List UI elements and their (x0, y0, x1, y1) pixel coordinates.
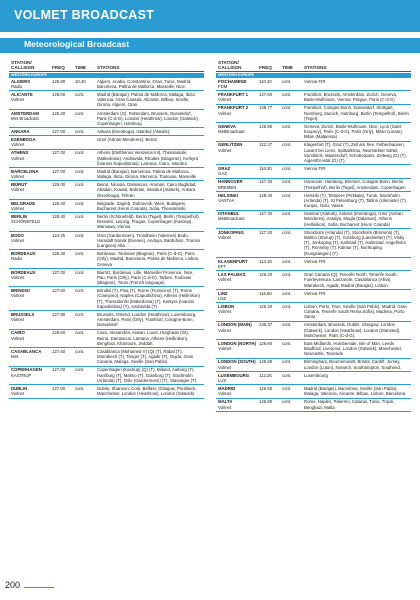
time-cell: cont. (282, 192, 292, 198)
station-cell (9, 169, 52, 180)
table-row (216, 322, 411, 341)
station-name: ESENBOGA (11, 137, 36, 143)
station-name: ATHENS (11, 150, 29, 156)
frequency-cell: 135.77 (259, 105, 273, 111)
station-cell (216, 92, 259, 103)
time-cell: cont. (282, 179, 292, 185)
time-cell: cont. (75, 200, 85, 206)
frequency-cell: 127.00 (52, 150, 66, 156)
stations-cell: Biarritz, Bordeaux, Lille, Marseille/ Provence, Nice, Pau, Paris (Orly), Paris (C-d-G), Tarbes, Toulouse (Blagnac), Tours (French language) (97, 269, 194, 286)
time-cell: cont. (75, 348, 85, 354)
stations-cell: Berlin (Schönefeld), Berlin (Tegel), Berlin (Tempelhof), Dresden, Leipzig, Prague, Copenhagen (Kastrup), Warsawa, Vienna (97, 213, 200, 230)
header-time: TIME (282, 65, 293, 70)
station-callsign: VANTAA (218, 197, 235, 203)
station-name: LINZ (218, 290, 228, 296)
table-row (9, 367, 204, 386)
station-cell (216, 291, 259, 302)
station-callsign: MetBroadcast (218, 129, 245, 135)
table-row (9, 213, 204, 232)
frequency-cell: 127.00 (52, 129, 66, 135)
station-name: MADRID (218, 386, 236, 391)
frequency-cell: 135.37 (259, 322, 273, 328)
station-cell (9, 233, 52, 249)
table-row (9, 348, 204, 367)
section-title: Meteorological Broadcast (24, 39, 130, 49)
station-cell (216, 179, 259, 190)
station-cell (9, 92, 52, 108)
time-cell: cont. (75, 269, 85, 275)
frequency-cell: 126.60 (259, 340, 273, 346)
station-name: BRINDISI (11, 288, 30, 294)
station-callsign: Volmet (11, 155, 25, 161)
time-cell: cont. (75, 311, 85, 317)
stations-cell: Izmir (Adnan Menderes), Beirut (97, 137, 157, 143)
frequency-cell: 116.20 (259, 166, 272, 172)
page-rule (24, 587, 54, 588)
time-cell: cont. (75, 129, 85, 135)
station-cell (216, 373, 259, 384)
time-cell: cont. (282, 340, 292, 346)
table-row (9, 78, 204, 91)
station-callsign: GAZ (218, 171, 227, 177)
station-cell (216, 304, 259, 320)
time-cell: cont. (282, 322, 292, 328)
frequency-cell: 127.60 (52, 348, 66, 354)
table-row (216, 385, 411, 398)
station-callsign: Volmet (218, 147, 232, 153)
frequency-cell: 126.60 (259, 386, 273, 391)
frequency-cell: 113.10 (259, 258, 272, 264)
station-name: BORDEAUX (11, 251, 36, 257)
station-callsign: Volmet (11, 174, 25, 180)
table-row (216, 105, 411, 124)
table-row (216, 91, 411, 104)
stations-cell: Casablanca (Mohamed V) (Q) (T), Rabat (T), Marrakech (T), Tanger (T), Agadir (T), Oujda, Gran Canaria, Malaga, Seville (San Pablo). (97, 348, 194, 365)
station-cell (216, 166, 259, 177)
time-cell: cont. (282, 123, 292, 129)
station-name: ALGIERS (11, 78, 31, 84)
stations-cell: Athens (Elefthérios Venizelos Int), Thessaloniki (Makedonia), Andravida, Rhodes (Diagoras), Kerkyra (Ioannis Kapodistrias), Larnaca, Cairo, Istanbul (97, 150, 199, 166)
station-callsign: Volmet (11, 237, 25, 243)
table-row (216, 340, 411, 359)
station-callsign: Volmet (11, 391, 25, 397)
frequency-cell: 124.25 (52, 232, 66, 238)
time-cell: cont. (282, 78, 292, 84)
station-name: MALTA (218, 399, 233, 405)
station-name: FRANKFURT 2 (218, 105, 249, 111)
station-callsign: Volmet (11, 274, 25, 280)
station-name: BODO (11, 232, 24, 238)
stations-cell: Amsterdam (G), Rotterdam, Brussels, Dusseldorf, Paris (C-d-G), London (Heathrow), London (Gatwick), Copenhagen, Hamburg (97, 110, 199, 126)
stations-cell: Frankfurt, Brussels, Amsterdam, Zurich, Geneva, Basle-Mulhouse, Vienna, Prague, Paris (C-d-G) (304, 91, 398, 103)
time-cell: cont. (282, 105, 292, 111)
frequency-cell: 128.40 (259, 192, 273, 198)
stations-cell: Cairo, Alexandria, Aswan, Luxor, Hurghada (Int), Beirut, Damascus, Larnaca, Athens (Hellinikon), Benghazi, Khartoum, Jeddah. (97, 330, 189, 346)
station-callsign: SCHÖNEFELD (11, 219, 41, 225)
table-row (216, 258, 411, 271)
time-cell: cont. (75, 213, 85, 219)
stations-cell: Vienna FIR (304, 166, 326, 172)
table-row (9, 168, 204, 181)
time-cell: cont. (75, 330, 85, 336)
time-cell: cont. (75, 367, 85, 373)
station-cell (216, 386, 259, 397)
frequency-cell: 116.60 (259, 290, 272, 296)
stations-cell: Lisbon, Porto, Faro, Seville (San Pablo), Madrid, Gran Canaria, Tenerife South Reina Sofia), Madeira, Porto Santo. (304, 303, 407, 320)
region-label: WESTERN EUROPE (216, 73, 411, 78)
frequency-cell: 126.80 (259, 399, 273, 405)
stations-cell: Madrid (Barajas), Barcelona, Seville (San Pablo), Malaga, Valencia, Alicante, Bilbao, Lisbon, Barcelona. (304, 386, 407, 397)
station-callsign: Volmet (218, 309, 232, 315)
table-row (216, 372, 411, 385)
frequency-cell: 127.40 (259, 211, 273, 217)
station-cell (9, 367, 52, 383)
table-row (9, 330, 204, 349)
station-name: BORDEAUX (11, 269, 36, 275)
station-callsign: Volmet (218, 234, 232, 240)
time-cell: cont. (75, 232, 85, 238)
table-row (216, 359, 411, 372)
station-callsign: Volmet (11, 97, 25, 103)
station-name: KLAGENFURT (218, 258, 248, 264)
station-name: FISCHAMEND (218, 78, 247, 84)
header-freq: FREQ (52, 65, 65, 70)
station-name: BERLIN (11, 213, 27, 219)
time-cell: cont. (75, 150, 85, 156)
table-row (9, 200, 204, 213)
frequency-cell: 127.00 (52, 269, 66, 275)
stations-cell: Vienna FIR (304, 290, 326, 296)
station-name: LISBON (218, 303, 235, 309)
stations-cell: Istanbul (Ataturk), Ankara (Esenboga), Izmir (Adnan Menderes), Antalya, Mugla (Dalaman), Athens (Hellinikon), Sofia, Bucharest (Henri Coanda) (304, 211, 403, 227)
table-row (216, 303, 411, 322)
station-name: JONKOPING (218, 229, 244, 235)
station-cell (216, 272, 259, 288)
time-cell: cont. (282, 229, 292, 235)
station-callsign: Volmet (11, 317, 25, 323)
table-row (216, 211, 411, 230)
stations-cell: Bordeaux, Toulouse (Blagnac), Paris (C-d-G), Paris (Orly), Madrid, Barcelona, Palma de Mallorca, Lisbon, Geneva (97, 251, 200, 267)
station-name: CAIRO (11, 330, 25, 336)
stations-cell: Copenhagen (Kastrup) (Q) (T), Billund, Aalborg (T), Hamburg (T), Malmo (T), Goteborg (T), Stockholm (Arlanda) (T), Oslo (Gardermoen) (T), Stavanger (T). (97, 367, 198, 383)
time-cell: cont. (75, 182, 85, 188)
stations-cell: Madrid (Barajas), Palma de Mallorca, Málaga, Ibiza, Valencia, Gran Canaria, Alicante, Bilbao, Seville, Girona, Algiers, Oran. (97, 91, 196, 108)
time-cell: cont. (282, 272, 292, 278)
station-callsign: Volmet (11, 187, 25, 193)
table-rows (216, 78, 411, 412)
station-callsign: Met Broadcast (11, 115, 39, 121)
station-callsign: FDM (218, 83, 228, 89)
stations-cell: Stockholm (Arlanda) (T), Stockholm (Bromma) (T), Malmo (Sturup) (T), Goteborg (Landvetter) (T), Visby (T), Jonkoping (T), Karlstad (T), Halmstad, Angelholm (T), Ronneby (T), Kalmar (T), Norrkoping (Kungsangen) (T). (304, 229, 406, 256)
time-cell: cont. (75, 251, 85, 257)
station-callsign: Radio (11, 256, 23, 262)
frequency-cell: 126.40 (259, 303, 273, 309)
frequency-cell: 127.00 (52, 367, 66, 373)
stations-cell: Vienna FIR (304, 258, 326, 264)
station-callsign: Radio (11, 83, 23, 89)
time-cell: cont. (75, 386, 85, 391)
station-name: LONDON (SOUTH) (218, 359, 256, 365)
stations-cell: Ankara (Esenboga), Istanbul (Ataturk), (97, 129, 171, 135)
station-callsign: Volmet (218, 97, 232, 103)
station-name: HELSINKI (218, 192, 239, 198)
stations-cell: Brindisi (T), Pisa (T), Rome (Fiumicino) (T), Rome (Ciampino), Naples (Capodichino), Athens (Hellinikon) (T), Thessaloniki (Makedonia) (T), Kerkyra (Ioannis Kapodistrias) (T), Andravida (T). (97, 288, 200, 309)
station-name: FRANKFURT 1 (218, 91, 249, 97)
frequency-cell: 126.40 (52, 200, 66, 206)
stations-cell: Oslo (Gardermoen), Trondheim (Vaernes) Bodo, Hamdaft Narvik (Evenes), Andoya, Bardufoss, Tromso (Langnes) Alta. (97, 232, 201, 248)
table-row (216, 192, 411, 211)
stations-cell: Beirut, Nicosia, Damascus, Amman, Cairo Baghdad, Abadan, Kuwait, Bahrain, Istanbul (Ataturk), Ankara (Esenboga), Tehran (97, 182, 197, 198)
stations-cell: Hannover, Hamburg, Bremen, Cologne-Bonn, Berlin (Tempelhof), Berlin (Tegel), Amsterdam, Copenhagen (304, 179, 406, 190)
frequency-cell: 110.40 (259, 78, 272, 84)
stations-cell: Klagenfurt (T), Graz (T), Zell am See, Felbenhausen, Lavant bei Lienz, Spittal/Drau, Neumarkter Sattel, Sonnblick, Mautendorf, Schoberpass, Zeltweg (G) (T), Aigen/Ennstal (G) (T). (304, 142, 407, 164)
station-cell (9, 312, 52, 328)
stations-cell: Helsinki (T), Tampere (Pirkkala), Turuk, Stockholm (Arlanda) (T), St Petersburg (T), Tallinn (Ulemiste) (T), Kuopio, Oulu, Vaasa (304, 192, 407, 209)
station-name: DUBLIN (11, 386, 28, 391)
stations-cell: Rome, Naples, Palermo, Catania, Tunis, Tripoli, Benghazi, Malta (304, 399, 395, 410)
table-row (9, 250, 204, 269)
station-callsign: Volmet (11, 142, 25, 148)
station-name: LONDON (NORTH) (218, 340, 256, 346)
table-row (9, 181, 204, 200)
time-cell: cont. (282, 91, 292, 97)
frequency-cell: 127.60 (52, 288, 66, 294)
time-cell: cont. (282, 359, 292, 365)
station-cell (216, 399, 259, 410)
table-row (216, 165, 411, 178)
time-cell: cont. (282, 258, 292, 264)
time-cell: cont. (282, 399, 292, 405)
station-callsign: Volmet (218, 364, 232, 370)
table-row (216, 229, 411, 258)
stations-cell: Frankfurt, Cologne-Bonn, Dusseldorf, Stuttgart, Nurnberg, Munich, Hamburg, Berlin (Tempelhof), Berlin (Tegel). (304, 105, 409, 121)
station-name: ANKARA (11, 129, 30, 135)
station-cell (216, 105, 259, 121)
station-callsign: Volmet (11, 205, 25, 211)
station-callsign: Met (11, 354, 19, 360)
frequency-cell: 126.80 (52, 78, 66, 84)
frequency-cell: 112.25 (259, 372, 272, 378)
table-row (9, 150, 204, 169)
station-name: COPENHAGEN (11, 367, 42, 373)
station-cell (216, 359, 259, 370)
time-cell (75, 137, 97, 148)
stations-cell: Brussels, Ostend, London (Heathrow), Luxembourg, Amsterdam, Paris (Orly), Frankfurt, Cologne-Bonn, Dusseldorf (97, 311, 197, 328)
station-cell (9, 349, 52, 365)
title-band (0, 0, 420, 32)
frequency-cell: 126.00 (52, 182, 66, 188)
station-name: LAS PALMAS (218, 272, 246, 278)
station-callsign: Volmet (218, 327, 232, 333)
station-name: LONDON (MAIN) (218, 322, 252, 328)
time-cell: 10,40 (75, 78, 86, 84)
header-time: TIME (75, 65, 86, 70)
time-cell: cont. (282, 303, 292, 309)
left-column (9, 61, 204, 399)
station-cell (216, 230, 259, 256)
station-callsign: Volmet (11, 293, 25, 299)
stations-cell: Dublin, Shannon, Cork, Belfast, Glasgow, Prestwick, Manchester, London (Heathrow), London (Gatwick) (97, 386, 197, 397)
station-cell (216, 124, 259, 140)
station-name: BEIRUT (11, 182, 27, 188)
station-cell (9, 288, 52, 309)
time-cell: cont. (75, 91, 85, 97)
station-name: HANNOVER (218, 179, 243, 185)
stations-cell: Amsterdam, Brussels, Dublin, Glasgow, London (Gatwick), London (Heathrow), London (Stansted), Manchester, Paris (C-d-G). (304, 322, 401, 338)
frequency-cell: 126.20 (259, 272, 273, 278)
station-callsign: BREMEN (218, 184, 237, 190)
table-row (9, 287, 204, 311)
station-callsign: KASTRUP (11, 372, 32, 378)
page-title: VOLMET BROADCAST (14, 8, 155, 22)
station-cell (9, 79, 52, 90)
station-cell (9, 111, 52, 127)
station-cell (216, 193, 259, 209)
frequency-cell: 127.40 (259, 179, 273, 185)
table-row (9, 311, 204, 330)
time-cell: cont. (282, 166, 292, 172)
station-callsign: Volmet (218, 110, 232, 116)
station-cell (216, 211, 259, 227)
subtitle-band (0, 38, 420, 53)
station-cell (216, 142, 259, 163)
station-name: GERLITZEN (218, 142, 243, 148)
station-name: BRUSSELS (11, 311, 35, 317)
station-name: LUXEMBOURG (218, 372, 250, 378)
station-name: ALICANTE (11, 91, 33, 97)
right-column (216, 61, 411, 412)
stations-cell: Belgrade, Zagreb, Dubrovnik, Wien, Budapest, Bucharest (Henri Coanda), Sofia, Thessaloniki. (97, 200, 187, 211)
table-row (216, 179, 411, 192)
header-station: STATION/ CALLSIGN (218, 60, 242, 70)
time-cell: cont. (282, 290, 292, 296)
stations-cell: Birmingham, Bournemouth, Bristol, Cardiff, Jersey, London (Luton), Norwich, Southampton, Southend. (304, 359, 401, 370)
station-cell (9, 129, 52, 134)
station-callsign: LUX (218, 377, 227, 383)
station-cell (216, 79, 259, 90)
station-callsign: LNZ (218, 295, 227, 301)
table-row (216, 78, 411, 91)
station-callsign: MetBroadcast (218, 216, 245, 222)
table-row (9, 128, 204, 136)
station-callsign: Volmet (218, 346, 232, 352)
frequency-cell: 127.20 (259, 229, 273, 235)
station-name: GENEVA (218, 123, 236, 129)
stations-cell: East Midlands, Humberside, Isle of Man, Leeds Bradford, Liverpool, London (Gatwick), Manchester, Newcastle, Teesside (304, 340, 403, 357)
time-cell: cont. (282, 372, 292, 378)
header-station: STATION/ CALLSIGN (11, 60, 35, 70)
table-header (216, 61, 411, 72)
station-callsign: Volmet (218, 277, 232, 283)
time-cell: cont. (75, 288, 85, 294)
station-name: AMSTERDAM (11, 110, 39, 116)
station-cell (216, 341, 259, 357)
frequency-cell: 126.20 (52, 110, 66, 116)
station-callsign: Volmet (218, 391, 232, 397)
time-cell: cont. (282, 142, 292, 148)
station-cell (9, 386, 52, 397)
frequency-cell: 126.00 (52, 91, 66, 97)
station-cell (9, 201, 52, 212)
time-cell: cont. (75, 110, 85, 116)
frequency-cell: 126.60 (52, 330, 66, 336)
station-cell (9, 270, 52, 286)
table-row (216, 142, 411, 166)
station-cell (216, 322, 259, 338)
station-callsign: Volmet (218, 404, 232, 410)
time-cell: cont. (75, 168, 85, 174)
stations-cell: Gran Canaria (Q), Tenerife North, Tenerife South, Fuerteventura, Lanzarote, Casablanca (Afria), Marrakech, Agadir, Madrid (Barajas), Lisbon (304, 272, 398, 288)
time-cell: cont. (282, 211, 292, 217)
station-cell (9, 182, 52, 198)
table-row (9, 232, 204, 251)
table-row (216, 399, 411, 412)
header-stations: STATIONS (97, 65, 120, 70)
frequency-cell: 127.00 (52, 386, 66, 391)
station-name: BARCELONA (11, 168, 39, 174)
time-cell: cont. (282, 386, 292, 391)
frequency-cell: 122.27 (259, 142, 273, 148)
table-row (216, 271, 411, 290)
station-name: BELGRADE (11, 200, 36, 206)
frequency-cell: 128.60 (259, 359, 273, 365)
stations-cell: Geneva, Zurich, Basle-Mulhouse, Nice, Lyon (Saint Exupery), Paris (C-d-G), Paris (Orly), Milan (Linate), Milan (Malpensa). (304, 123, 403, 140)
station-name: GRAZ (218, 166, 231, 172)
stations-cell: Madrid (Barajas), Barcelona, Palma de Mallorca, Malaga, Ibiza, Girona, Menorca, Toulouse, Marseille (97, 168, 197, 180)
frequency-cell: 126.40 (52, 251, 66, 257)
frequency-cell: 126.80 (259, 123, 273, 129)
table-row (9, 269, 204, 288)
table-row (9, 110, 204, 129)
station-callsign: KFT (218, 264, 227, 269)
station-cell (216, 259, 259, 270)
table-row (216, 123, 411, 142)
station-cell (9, 251, 52, 267)
station-cell (9, 214, 52, 230)
table-row (9, 91, 204, 110)
table-row (9, 385, 204, 398)
station-name: ISTANBUL (218, 211, 240, 217)
stations-cell: Vienna FIR (304, 78, 326, 84)
frequency-cell: 127.00 (52, 168, 66, 174)
station-name: CASABLANCA (11, 348, 42, 354)
stations-cell: Algiers, Anaba, Constantine, Oran, Tunis, Madrid, Barcelona, Palma de Mallorca, Marseille, Nice. (97, 78, 192, 89)
frequency-cell: 127.80 (52, 311, 66, 317)
table-rows (9, 78, 204, 399)
region-label: WESTERN EUROPE (9, 73, 204, 78)
station-cell (9, 137, 52, 148)
station-cell (9, 150, 52, 166)
header-freq: FREQ (259, 65, 272, 70)
frequency-cell: 128.40 (52, 213, 66, 219)
station-callsign: Volmet (11, 335, 25, 341)
stations-cell: Luxembourg (304, 372, 328, 378)
header-stations: STATIONS (304, 65, 327, 70)
station-cell (9, 330, 52, 346)
table-row (9, 136, 204, 149)
table-row (216, 290, 411, 303)
frequency-cell (52, 137, 75, 148)
page-number: 200 (5, 580, 21, 590)
frequency-cell: 127.60 (259, 91, 273, 97)
table-header (9, 61, 204, 72)
